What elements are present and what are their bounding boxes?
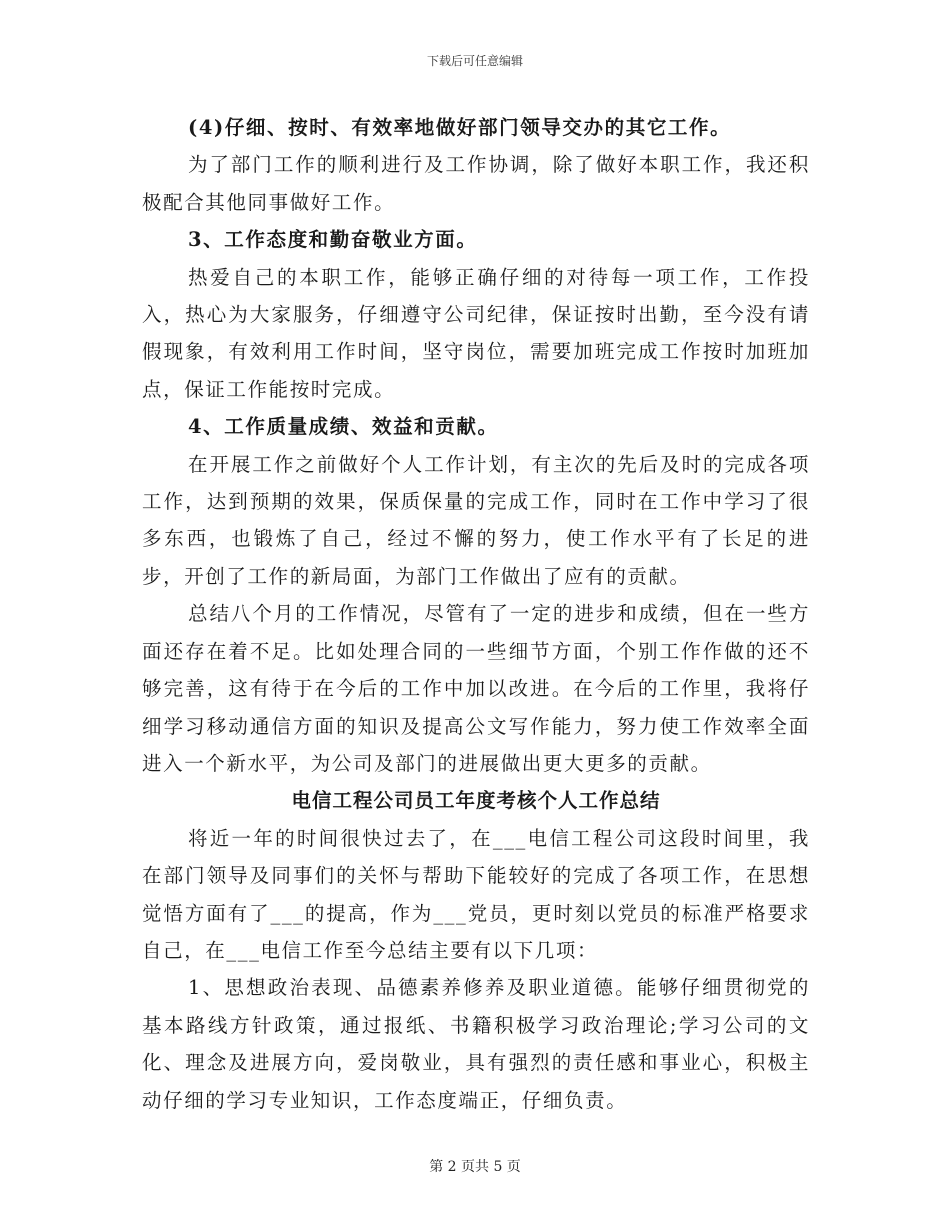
- page-footer: 第 2 页共 5 页: [429, 1159, 521, 1175]
- document-title: 电信工程公司员工年度考核个人工作总结: [291, 789, 661, 813]
- paragraph: 热爱自己的本职工作，能够正确仔细的对待每一项工作，工作投入，热心为大家服务，仔细遵守公司纪律，保证按时出勤，至今没有请假现象，有效利用工作时间，坚守岗位，需要加班完成工作按时加班加点，保证工作能按时完成。: [142, 265, 810, 401]
- paragraph: 为了部门工作的顺利进行及工作协调，除了做好本职工作，我还积极配合其他同事做好工作。: [142, 153, 810, 214]
- paragraph-bold-item-4: (4)仔细、按时、有效率地做好部门领导交办的其它工作。: [188, 116, 732, 139]
- paragraph: 总结八个月的工作情况，尽管有了一定的进步和成绩，但在一些方面还存在着不足。比如处理合同的一些细节方面，个别工作作做的还不够完善，这有待于在今后的工作中加以改进。在今后的工作里，我将仔细学习移动通信方面的知识及提高公文写作能力，努力使工作效率全面进入一个新水平，为公司及部门的进展做出更大更多的贡献。: [142, 602, 810, 775]
- section-heading-3: 3、工作态度和勤奋敬业方面。: [188, 228, 478, 252]
- section-heading-4: 4、工作质量成绩、效益和贡献。: [188, 415, 499, 439]
- paragraph: 1、思想政治表现、品德素养修养及职业道德。能够仔细贯彻党的基本路线方针政策，通过报纸、书籍积极学习政治理论;学习公司的文化、理念及进展方向，爱岗敬业，具有强烈的责任感和事业心，积极主动仔细的学习专业知识，工作态度端正，仔细负责。: [142, 976, 810, 1112]
- paragraph: 将近一年的时间很快过去了，在___电信工程公司这段时间里，我在部门领导及同事们的关怀与帮助下能较好的完成了各项工作，在思想觉悟方面有了___的提高，作为___党员，更时刻以党员的标准严格要求自己，在___电信工作至今总结主要有以下几项：: [142, 826, 810, 962]
- page-header: 下载后可任意编辑: [426, 54, 523, 68]
- paragraph: 在开展工作之前做好个人工作计划，有主次的先后及时的完成各项工作，达到预期的效果，保质保量的完成工作，同时在工作中学习了很多东西，也锻炼了自己，经过不懈的努力，使工作水平有了长足的进步，开创了工作的新局面，为部门工作做出了应有的贡献。: [142, 452, 810, 588]
- document-body: [142, 109, 810, 1119]
